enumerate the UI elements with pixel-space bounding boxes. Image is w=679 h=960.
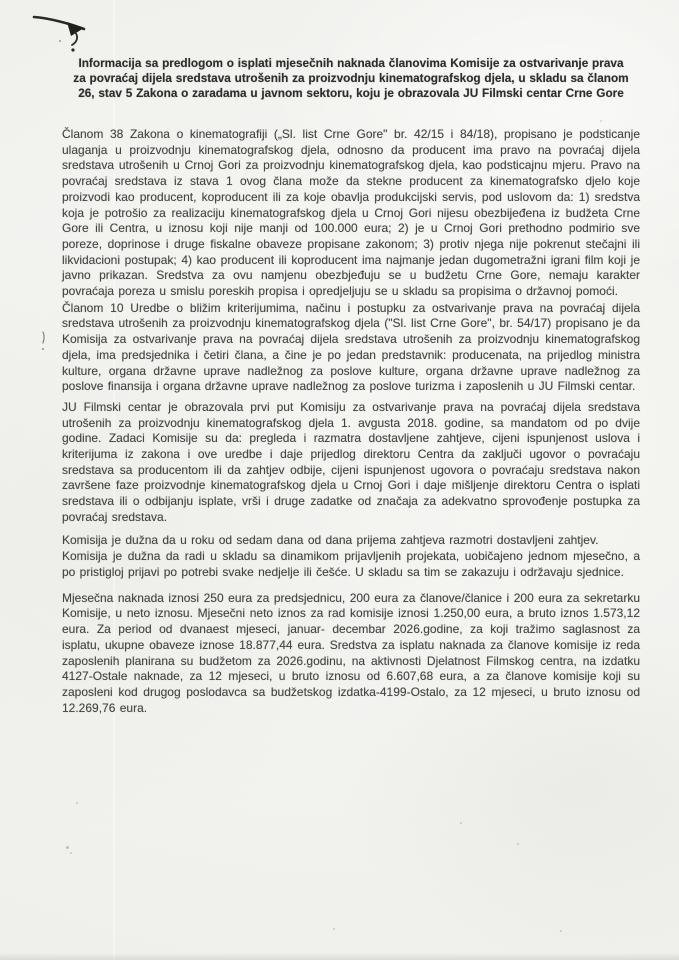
paragraph-commission-formation: JU Filmski centar je obrazovala prvi put Komisiju za ostvarivanje prava na povraćaj dijela sredstava utrošenih za proizvodnju kinematografskog djela 1. avgusta 2018. godine, sa mandatom od po dvije godine. Zadaci Komisije su da: pregleda i razmatra dostavljene zahtjeve, cijeni ispunjenost uslova i kriterijuma iz zakona i ove uredbe i daje prijedlog direktoru Centra da zaključi ugovor o povraćaju sredstava sa producentom ili da zahtjev odbije, cijeni ispunjenost ugovora o povraćaju sredstava nakon završene faze proizvodnje kinematografskog djela u Crnoj Gori i daje mišljenje direktoru Centra o isplati sredstava ili o odbijanju isplate, vrši i druge zadatke od značaja za adekvatno sprovođenje postupka za povraćaj sredstava. [62,399,640,524]
document-title: Informacija sa predlogom o isplati mjesečnih naknada članovima Komisije za ostvarivanje prava za povraćaj dijela sredstava utrošenih za proizvodnju kinematografskog djela, u skladu sa članom 26, stav 5 Zakona o zaradama u javnom sektoru, koju je obrazovala JU Filmski centar Crne Gore [73,56,629,100]
scan-speck [460,822,462,824]
scan-speck [333,928,335,930]
scan-speck [560,930,562,932]
paragraph-monthly-fees: Mjesečna naknada iznosi 250 eura za predsjednicu, 200 eura za članove/članice i 200 eura za sekretarku Komisije, u neto iznosu. Mjesečni neto iznos za rad komisije iznosi 1.250,00 eura, a bruto iznos 1.573,12 eura. Za period od dvanaest mjeseci, januar- decembar 2026.godine, za koji tražimo saglasnost za isplatu, ukupne obaveze iznose 18.877,44 eura. Sredstva za isplatu naknada za članove komisije iz reda zaposlenih planirana su budžetom za 2026.godinu, na aktivnosti Djelatnost Filmskog centra, na izdatku 4127-Ostale naknade, za 12 mjeseci, u bruto iznosu od 6.607,68 eura, a za članove komisije koji su zaposleni kod drugog poslodavca sa budžetskog izdatka-4199-Ostalo, za 12 mjeseci, u bruto iznosu od 12.269,76 eura. [62,590,640,715]
scan-speck [76,802,78,804]
scan-bottom-edge [0,953,679,960]
paragraph-seven-day-deadline: Komisija je dužna da u roku od sedam dana od dana prijema zahtjeva razmotri dostavljeni zahtjev. [62,532,599,547]
document-content [62,56,640,716]
paragraph-law-38: Članom 38 Zakona o kinematografiji („Sl. list Crne Gore" br. 42/15 i 84/18), propisano je podsticanje ulaganja u proizvodnju kinematografskog djela, odnosno da producent ima pravo na povraćaj dijela sredstava utrošenih u Crnoj Gori za proizvodnju kinematografskog djela, kao podsticajnu mjeru. Pravo na povraćaj sredstava iz stava 1 ovog člana može da stekne producent za kinematografsko djelo koje proizvodi kao producent, koproducent ili za koje obavlja produkcijski servis, pod uslovom da: 1) sredstva koja je potrošio za realizaciju kinematografskog djela u Crnoj Gori nijesu obezbijeđena iz budžeta Crne Gore ili Centra, u iznosu koji nije manji od 100.000 eura; 2) je u Crnoj Gori prethodno podmirio sve poreze, doprinose i druge fiskalne obaveze propisane zakonom; 3) protiv njega nije pokrenut stečajni ili likvidacioni postupak; 4) kao producent ili koproducent ima najmanje jedan dugometražni igrani film koji je javno prikazan. Sredstva za ovu namjenu obezbjeđuju se u budžetu Crne Gore, nemaju karakter povraćaja poreza u smislu poreskih propisa i opredjeljuju se u skladu sa propisima o državnoj pomoći. [62,127,640,299]
scan-speck [66,846,69,849]
scan-speck [70,852,72,854]
scan-speck [517,843,519,845]
pen-mark-icon [30,4,102,54]
scan-speck [600,120,602,122]
paragraph-work-dynamics: Komisija je dužna da radi u skladu sa dinamikom prijavljenih projekata, uobičajeno jednom mjesečno, a po pristigloj prijavi po potrebi svake nedjelje ili češće. U skladu sa tim se zakazuju i održavaju sjednice. [62,549,640,579]
margin-tick-icon [40,330,50,352]
paragraph-decree-10: Članom 10 Uredbe o bližim kriterijumima, načinu i postupku za ostvarivanje prava na povraćaj dijela sredstava utrošenih za proizvodnju kinematografskog djela ("Sl. list Crne Gore", br. 54/17) propisano je da Komisija za ostvarivanje prava na povraćaj dijela sredstava utrošenih za proizvodnju kinematografskog djela, ima predsjednika i četiri člana, a čine je po jedan predstavnik: producenata, na prijedlog ministra kulture, organa državne uprave nadležnog za poslove kulture, organa državne uprave nadležnog za poslove finansija i organa državne uprave nadležnog za poslove turizma i zaposlenih u JU Filmski centar. [62,300,640,394]
